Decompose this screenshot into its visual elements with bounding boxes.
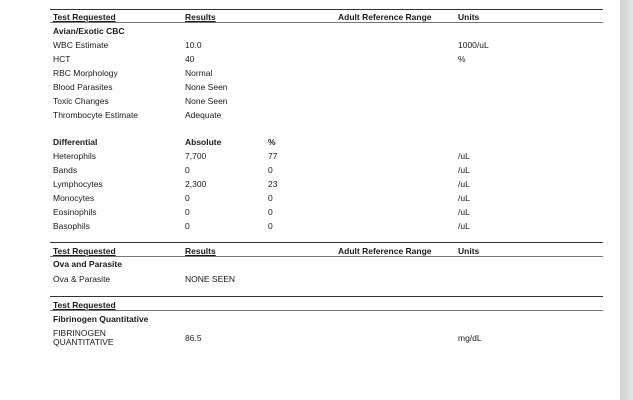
top-rule <box>50 9 603 10</box>
fibrinogen-unit: mg/dL <box>458 333 482 343</box>
header-test-requested: Test Requested <box>53 12 116 22</box>
diff-percent: 0 <box>268 221 273 231</box>
ova-title: Ova and Parasite <box>53 259 122 269</box>
diff-test: Basophils <box>53 221 90 231</box>
fibrinogen-result: 86.5 <box>185 333 202 343</box>
cbc-unit: 1000/uL <box>458 40 489 50</box>
diff-absolute: 7,700 <box>185 151 207 161</box>
ova-header-units: Units <box>458 246 480 256</box>
cbc-test: HCT <box>53 54 71 64</box>
ova-header-test-requested: Test Requested <box>53 246 116 256</box>
ova-top-rule <box>50 242 603 243</box>
differential-percent-label: % <box>268 137 276 147</box>
diff-percent: 0 <box>268 165 273 175</box>
fibrinogen-test-line1: FIBRINOGEN <box>53 328 106 338</box>
ova-header-adult-reference-range: Adult Reference Range <box>338 246 432 256</box>
cbc-test: Blood Parasites <box>53 82 113 92</box>
fibrinogen-header-rule <box>50 310 603 311</box>
diff-test: Eosinophils <box>53 207 97 217</box>
diff-absolute: 0 <box>185 207 190 217</box>
cbc-result: 40 <box>185 54 195 64</box>
differential-absolute-label: Absolute <box>185 137 222 147</box>
cbc-test: RBC Morphology <box>53 68 118 78</box>
fibrinogen-test-line2: QUANTITATIVE <box>53 337 114 347</box>
diff-unit: /uL <box>458 207 470 217</box>
cbc-result: None Seen <box>185 96 228 106</box>
differential-title: Differential <box>53 137 98 147</box>
diff-unit: /uL <box>458 221 470 231</box>
diff-test: Heterophils <box>53 151 96 161</box>
ova-header-rule <box>50 256 603 257</box>
header-units: Units <box>458 12 480 22</box>
diff-test: Bands <box>53 165 78 175</box>
cbc-result: None Seen <box>185 82 228 92</box>
diff-unit: /uL <box>458 179 470 189</box>
diff-unit: /uL <box>458 165 470 175</box>
diff-test: Lymphocytes <box>53 179 103 189</box>
diff-absolute: 0 <box>185 221 190 231</box>
cbc-test: WBC Estimate <box>53 40 109 50</box>
fibrinogen-header-test-requested: Test Requested <box>53 300 116 310</box>
diff-unit: /uL <box>458 193 470 203</box>
header-results: Results <box>185 12 216 22</box>
ova-test: Ova & Parasite <box>53 274 111 284</box>
diff-unit: /uL <box>458 151 470 161</box>
cbc-title: Avian/Exotic CBC <box>53 26 125 36</box>
page-edge-shadow <box>620 0 633 400</box>
diff-test: Monocytes <box>53 193 95 203</box>
diff-percent: 0 <box>268 207 273 217</box>
cbc-result: Adequate <box>185 110 222 120</box>
diff-percent: 77 <box>268 151 278 161</box>
cbc-test: Toxic Changes <box>53 96 109 106</box>
diff-absolute: 0 <box>185 165 190 175</box>
ova-header-results: Results <box>185 246 216 256</box>
diff-percent: 0 <box>268 193 273 203</box>
fibrinogen-title: Fibrinogen Quantitative <box>53 314 149 324</box>
fibrinogen-top-rule <box>50 296 603 297</box>
cbc-test: Thrombocyte Estimate <box>53 110 139 120</box>
header-adult-reference-range: Adult Reference Range <box>338 12 432 22</box>
diff-percent: 23 <box>268 179 278 189</box>
cbc-unit: % <box>458 54 466 64</box>
diff-absolute: 2,300 <box>185 179 207 189</box>
diff-absolute: 0 <box>185 193 190 203</box>
ova-result: NONE SEEN <box>185 274 236 284</box>
cbc-result: 10.0 <box>185 40 202 50</box>
header-rule <box>50 22 603 23</box>
cbc-result: Normal <box>185 68 213 78</box>
